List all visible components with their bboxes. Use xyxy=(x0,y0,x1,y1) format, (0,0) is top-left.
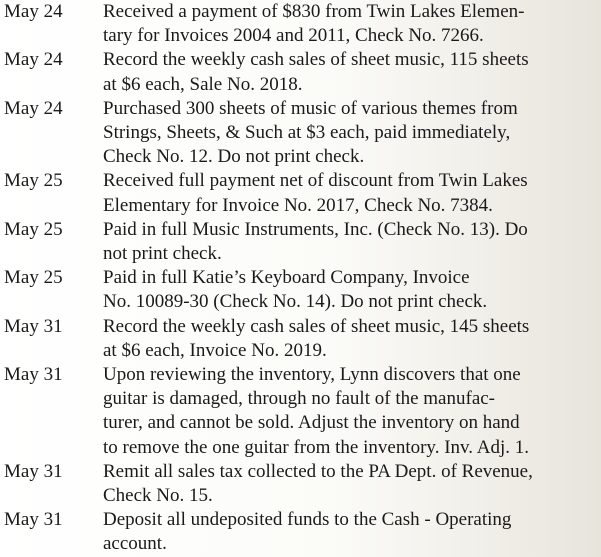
entry-description xyxy=(103,48,595,96)
transaction-entry xyxy=(0,218,601,266)
description-line: Strings, Sheets, & Such at $3 each, paid immediately, xyxy=(103,122,511,144)
transaction-entry xyxy=(0,48,601,96)
transaction-entry xyxy=(0,508,601,556)
transaction-entry xyxy=(0,363,601,460)
description-line: Elementary for Invoice No. 2017, Check No. 7384. xyxy=(103,194,493,216)
entry-date: May 31 xyxy=(4,509,63,531)
description-line: Record the weekly cash sales of sheet music, 145 sheets xyxy=(103,315,530,337)
entry-description xyxy=(103,266,595,314)
entry-date: May 24 xyxy=(4,1,63,22)
transaction-entry xyxy=(0,266,601,314)
description-line: not print check. xyxy=(103,243,222,265)
description-line: guitar is damaged, through no fault of the manufac- xyxy=(103,388,496,410)
description-line: Record the weekly cash sales of sheet music, 115 sheets xyxy=(103,49,529,71)
description-line: Paid in full Music Instruments, Inc. (Check No. 13). Do xyxy=(103,218,528,240)
description-line: Upon reviewing the inventory, Lynn discovers that one xyxy=(103,364,521,386)
entry-description xyxy=(103,508,595,556)
entry-date: May 31 xyxy=(4,460,63,482)
description-line: Check No. 15. xyxy=(103,485,213,507)
description-line: Deposit all undeposited funds to the Cash - Operating xyxy=(103,509,512,531)
entry-date: May 31 xyxy=(4,315,63,337)
description-line: account. xyxy=(103,533,167,555)
description-line: Purchased 300 sheets of music of various themes from xyxy=(103,97,518,119)
description-line: Check No. 12. Do not print check. xyxy=(103,146,365,168)
entry-date: May 31 xyxy=(4,364,63,386)
entry-date: May 25 xyxy=(4,267,63,289)
entry-description xyxy=(103,0,595,48)
transaction-entry xyxy=(0,169,601,217)
description-line: to remove the one guitar from the inventory. Inv. Adj. 1. xyxy=(103,436,529,458)
description-line: Received a payment of $830 from Twin Lakes Elemen- xyxy=(103,1,525,22)
transaction-entry xyxy=(0,460,601,508)
description-line: turer, and cannot be sold. Adjust the inventory on hand xyxy=(103,412,520,434)
entry-date: May 24 xyxy=(4,97,63,119)
description-line: at $6 each, Invoice No. 2019. xyxy=(103,339,327,361)
description-line: at $6 each, Sale No. 2018. xyxy=(103,73,303,95)
description-line: No. 10089-30 (Check No. 14). Do not print check. xyxy=(103,291,488,313)
entry-description xyxy=(103,460,595,508)
entry-description xyxy=(103,169,595,217)
entry-description xyxy=(103,218,595,266)
description-line: Remit all sales tax collected to the PA Dept. of Revenue, xyxy=(103,460,533,482)
entry-date: May 25 xyxy=(4,218,63,240)
description-line: Paid in full Katie’s Keyboard Company, Invoice xyxy=(103,267,470,289)
entry-description xyxy=(103,97,595,170)
transaction-entry xyxy=(0,315,601,363)
entry-description xyxy=(103,315,595,363)
description-line: Received full payment net of discount from Twin Lakes xyxy=(103,170,528,192)
entry-date: May 24 xyxy=(4,49,63,71)
transaction-entry xyxy=(0,0,601,48)
description-line: tary for Invoices 2004 and 2011, Check No. 7266. xyxy=(103,25,484,47)
entry-description xyxy=(103,363,595,460)
transaction-entry xyxy=(0,97,601,170)
entry-date: May 25 xyxy=(4,170,63,192)
